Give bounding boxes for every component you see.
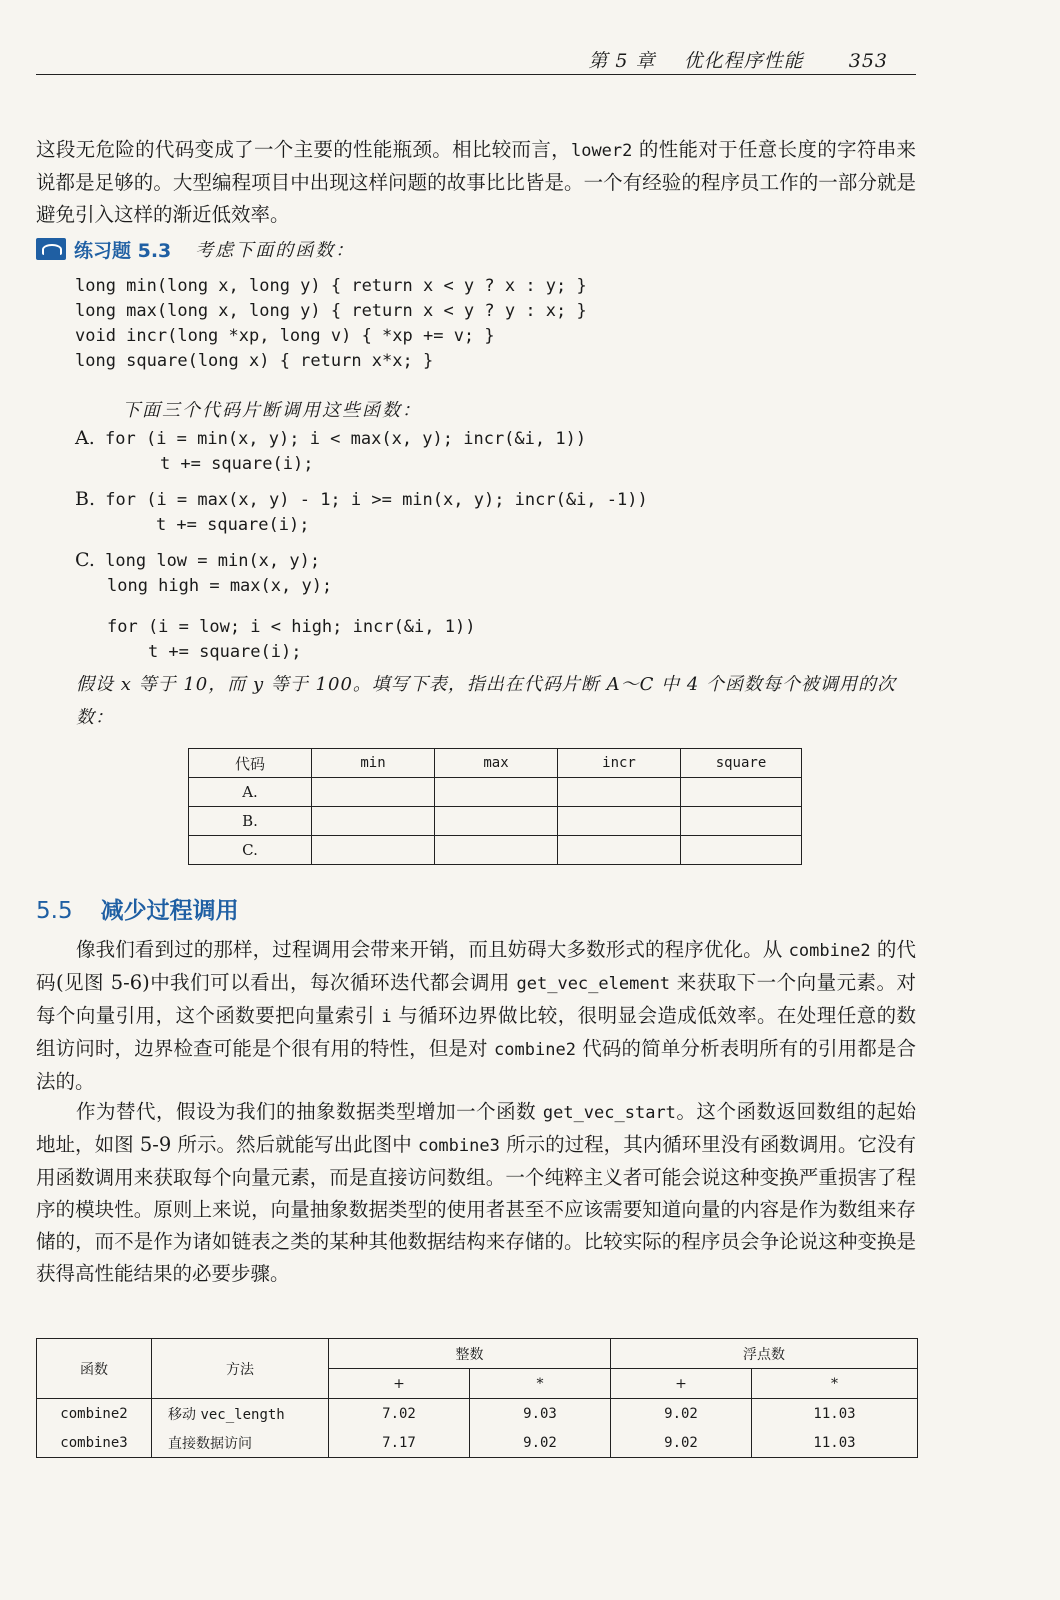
intro-code: lower2 xyxy=(570,141,633,161)
section-title: 减少过程调用 xyxy=(100,898,239,924)
intro-paragraph xyxy=(36,134,916,231)
performance-table xyxy=(36,1338,918,1458)
blank-cell[interactable] xyxy=(312,807,435,836)
code-run: combine2 xyxy=(788,941,871,961)
option-c-line1: long low = min(x, y); xyxy=(105,551,321,571)
intro-text-1: 这段无危险的代码变成了一个主要的性能瓶颈。相比较而言， xyxy=(36,138,571,161)
blank-cell[interactable] xyxy=(312,778,435,807)
table-header-row xyxy=(189,749,802,778)
text-run: 所示的过程，其内循环里没有函数调用。它没有用函数调用来获取每个向量元素，而是直接访问数组。一个纯粹主义者可能会说这种变换严重损害了程序的模块性。原则上来说，向量抽象数据类型的使用者甚至不应该需要知道向量的内容是作为数组来存储的，而不是作为诸如链表之类的某种其他数据结构来存储的。比较实际的程序员会争论说这种变换是获得高性能结果的必要步骤。 xyxy=(36,1133,917,1285)
chapter-label: 第 5 章 xyxy=(588,50,656,72)
col-header: 函数 xyxy=(37,1339,152,1399)
col-header: 整数 xyxy=(329,1339,611,1369)
value-cell: 9.02 xyxy=(611,1399,752,1429)
method-text: 移动 xyxy=(168,1406,201,1423)
func-cell: combine2 xyxy=(37,1399,152,1429)
option-c-line2: long high = max(x, y); xyxy=(107,576,333,596)
col-header: 方法 xyxy=(152,1339,329,1399)
option-b-line2: t += square(i); xyxy=(115,515,310,535)
op-header: * xyxy=(752,1369,918,1399)
row-label: B. xyxy=(189,807,312,836)
section-number: 5.5 xyxy=(36,898,73,924)
call-count-table xyxy=(188,748,802,865)
func-cell: combine3 xyxy=(37,1428,152,1458)
exercise-question: 假设 x 等于 10，而 y 等于 100。填写下表，指出在代码片断 A～C 中 4 个函数每个被调用的次数： xyxy=(76,674,897,728)
col-header: incr xyxy=(558,749,681,778)
code-line: long square(long x) { return x*x; } xyxy=(75,351,434,371)
text-run: 代码的简单分析表明所有的引用都是合法的。 xyxy=(36,1037,917,1093)
table-header-row xyxy=(37,1339,918,1369)
value-cell: 9.03 xyxy=(470,1399,611,1429)
code-line: void incr(long *xp, long v) { *xp += v; } xyxy=(75,326,495,346)
option-a-line1: for (i = min(x, y); i < max(x, y); incr(&i, 1)) xyxy=(105,429,587,449)
table-row xyxy=(37,1428,918,1458)
blank-cell[interactable] xyxy=(681,778,802,807)
code-run: combine3 xyxy=(417,1136,500,1156)
text-run: 的代码(见图 5-6)中我们可以看出，每次循环迭代都会调用 xyxy=(36,938,917,994)
col-header: max xyxy=(435,749,558,778)
blank-cell[interactable] xyxy=(312,836,435,865)
function-code-block xyxy=(75,274,587,374)
option-c xyxy=(75,548,475,665)
col-header: square xyxy=(681,749,802,778)
value-cell: 11.03 xyxy=(752,1428,918,1458)
option-a-label: A. xyxy=(75,427,95,449)
blank-cell[interactable] xyxy=(435,807,558,836)
col-header: min xyxy=(312,749,435,778)
method-cell xyxy=(152,1428,329,1458)
table-row xyxy=(189,778,802,807)
row-label: A. xyxy=(189,778,312,807)
text-run: 来获取下一个向量元素。对每个向量引用，这个函数要把向量索引 xyxy=(36,971,917,1027)
value-cell: 9.02 xyxy=(611,1428,752,1458)
text-run: 与循环边界做比较，很明显会造成低效率。在处理任意的数组访问时，边界检查可能是个很有用的特性，但是对 xyxy=(36,1004,917,1060)
value-cell: 11.03 xyxy=(752,1399,918,1429)
option-b-label: B. xyxy=(75,488,96,510)
blank-cell[interactable] xyxy=(435,836,558,865)
col-header: 浮点数 xyxy=(611,1339,918,1369)
text-run: 。这个函数返回数组的起始地址，如图 5-9 所示。然后就能写出此图中 xyxy=(36,1100,916,1156)
exercise-heading xyxy=(36,234,355,264)
option-c-label: C. xyxy=(75,549,95,571)
running-header xyxy=(36,44,916,75)
page-number: 353 xyxy=(848,50,888,72)
value-cell: 7.02 xyxy=(329,1399,470,1429)
code-line: long max(long x, long y) { return x < y ? y : x; } xyxy=(75,301,587,321)
section-paragraph-2 xyxy=(36,1096,916,1290)
op-header: + xyxy=(611,1369,752,1399)
blank-cell[interactable] xyxy=(558,807,681,836)
option-a xyxy=(75,426,586,477)
code-line: long min(long x, long y) { return x < y ? x : y; } xyxy=(75,276,587,296)
option-a-line2: t += square(i); xyxy=(119,454,314,474)
value-cell: 7.17 xyxy=(329,1428,470,1458)
option-c-line3: for (i = low; i < high; incr(&i, 1)) xyxy=(107,617,476,637)
value-cell: 9.02 xyxy=(470,1428,611,1458)
exercise-icon xyxy=(36,238,66,260)
op-header: + xyxy=(329,1369,470,1399)
intro-text-2: 的性能对于任意长度的字符串来说都是足够的。大型编程项目中出现这样问题的故事比比皆是。一个有经验的程序员工作的一部分就是避免引入这样的渐近低效率。 xyxy=(36,138,916,226)
option-b-line1: for (i = max(x, y) - 1; i >= min(x, y); incr(&i, -1)) xyxy=(105,490,648,510)
exercise-prompt: 考虑下面的函数： xyxy=(195,240,356,261)
option-c-line4: t += square(i); xyxy=(107,642,302,662)
section-paragraph-1 xyxy=(36,934,916,1098)
method-cell xyxy=(152,1399,329,1429)
chapter-title: 优化程序性能 xyxy=(683,50,804,72)
col-header: 代码 xyxy=(189,749,312,778)
blank-cell[interactable] xyxy=(681,836,802,865)
op-header: * xyxy=(470,1369,611,1399)
table-row xyxy=(189,836,802,865)
text-run: 像我们看到过的那样，过程调用会带来开销，而且妨碍大多数形式的程序优化。从 xyxy=(76,938,789,961)
exercise-label: 练习题 5.3 xyxy=(74,239,172,262)
table-row xyxy=(189,807,802,836)
section-heading xyxy=(36,892,239,925)
method-code: vec_length xyxy=(200,1406,285,1423)
option-b xyxy=(75,487,648,538)
snippet-note: 下面三个代码片断调用这些函数： xyxy=(122,400,422,421)
blank-cell[interactable] xyxy=(558,836,681,865)
code-run: combine2 xyxy=(494,1040,576,1060)
row-label: C. xyxy=(189,836,312,865)
code-run: i xyxy=(381,1007,392,1027)
code-run: get_vec_start xyxy=(542,1103,676,1123)
blank-cell[interactable] xyxy=(681,807,802,836)
table-row xyxy=(37,1399,918,1429)
blank-cell[interactable] xyxy=(558,778,681,807)
method-text: 直接数据访问 xyxy=(168,1435,252,1452)
blank-cell[interactable] xyxy=(435,778,558,807)
text-run: 作为替代，假设为我们的抽象数据类型增加一个函数 xyxy=(76,1100,543,1123)
code-run: get_vec_element xyxy=(516,974,671,994)
